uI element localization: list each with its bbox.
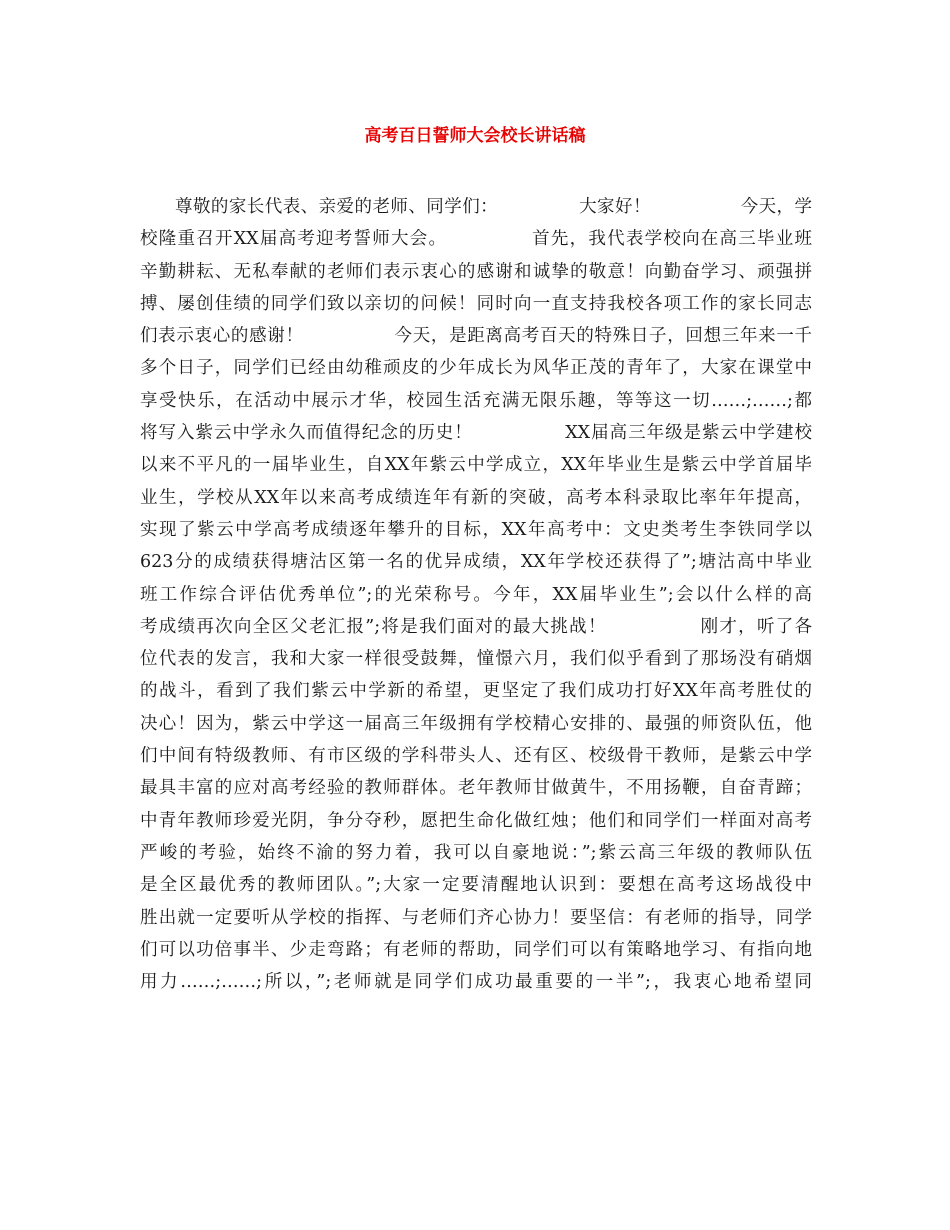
text-line: 实现了紫云中学高考成绩逐年攀升的目标，XX年高考中：文史类考生李铁同学以	[140, 519, 812, 540]
text-line: 中青年教师珍爱光阴，争分夺秒，愿把生命化做红烛；他们和同学们一样面对高考	[140, 810, 812, 831]
text-line: 搏、屡创佳绩的同学们致以亲切的问候！同时向一直支持我校各项工作的家长同志	[140, 293, 812, 314]
text-line: 用力……;……;所以，”;老师就是同学们成功最重要的一半”;，我衷心地希望同	[140, 972, 812, 993]
text-line: 校隆重召开XX届高考迎考誓师大会。 首先，我代表学校向在高三毕业班	[140, 229, 812, 250]
text-line: 们可以功倍事半、少走弯路；有老师的帮助，同学们可以有策略地学习、有指向地	[140, 939, 812, 960]
text-line: 位代表的发言，我和大家一样很受鼓舞，憧憬六月，我们似乎看到了那场没有硝烟	[140, 649, 812, 670]
speech-body	[140, 191, 812, 998]
text-line: 班工作综合评估优秀单位”;的光荣称号。今年，XX届毕业生”;会以什么样的高	[140, 584, 812, 605]
text-line: 决心！因为，紫云中学这一届高三年级拥有学校精心安排的、最强的师资队伍，他	[140, 713, 812, 734]
page-title: 高考百日誓师大会校长讲话稿	[364, 126, 586, 146]
text-line: 是全区最优秀的教师团队。”;大家一定要清醒地认识到：要想在高考这场战役中	[140, 875, 812, 896]
text-line: 多个日子，同学们已经由幼稚顽皮的少年成长为风华正茂的青年了，大家在课堂中	[140, 358, 812, 379]
text-line: 们中间有特级教师、有市区级的学科带头人、还有区、校级骨干教师，是紫云中学	[140, 746, 812, 767]
text-line: 尊敬的家长代表、亲爱的老师、同学们： 大家好！ 今天，学	[175, 197, 812, 217]
text-line: 的战斗，看到了我们紫云中学新的希望，更坚定了我们成功打好XX年高考胜仗的	[140, 681, 812, 702]
text-line: 胜出就一定要听从学校的指挥、与老师们齐心协力！要坚信：有老师的指导，同学	[140, 907, 812, 928]
text-line: 623分的成绩获得塘沽区第一名的优异成绩，XX年学校还获得了”;塘沽高中毕业	[140, 552, 812, 573]
text-line: 业生，学校从XX年以来高考成绩连年有新的突破，高考本科录取比率年年提高，	[140, 487, 812, 508]
text-line: 严峻的考验，始终不渝的努力着，我可以自豪地说：”;紫云高三年级的教师队伍	[140, 842, 812, 863]
text-line: 以来不平凡的一届毕业生，自XX年紫云中学成立，XX年毕业生是紫云中学首届毕	[140, 455, 812, 476]
text-line: 享受快乐，在活动中展示才华，校园生活充满无限乐趣，等等这一切……;……;都	[140, 390, 812, 411]
text-line: 考成绩再次向全区父老汇报”;将是我们面对的最大挑战！ 刚才，听了各	[140, 616, 812, 637]
text-line: 最具丰富的应对高考经验的教师群体。老年教师甘做黄牛，不用扬鞭，自奋青蹄；	[140, 778, 812, 799]
text-line: 将写入紫云中学永久而值得纪念的历史！ XX届高三年级是紫云中学建校	[140, 423, 812, 444]
text-line: 辛勤耕耘、无私奉献的老师们表示衷心的感谢和诚挚的敬意！向勤奋学习、顽强拼	[140, 261, 812, 282]
text-line: 们表示衷心的感谢！ 今天，是距离高考百天的特殊日子，回想三年来一千	[140, 326, 812, 347]
